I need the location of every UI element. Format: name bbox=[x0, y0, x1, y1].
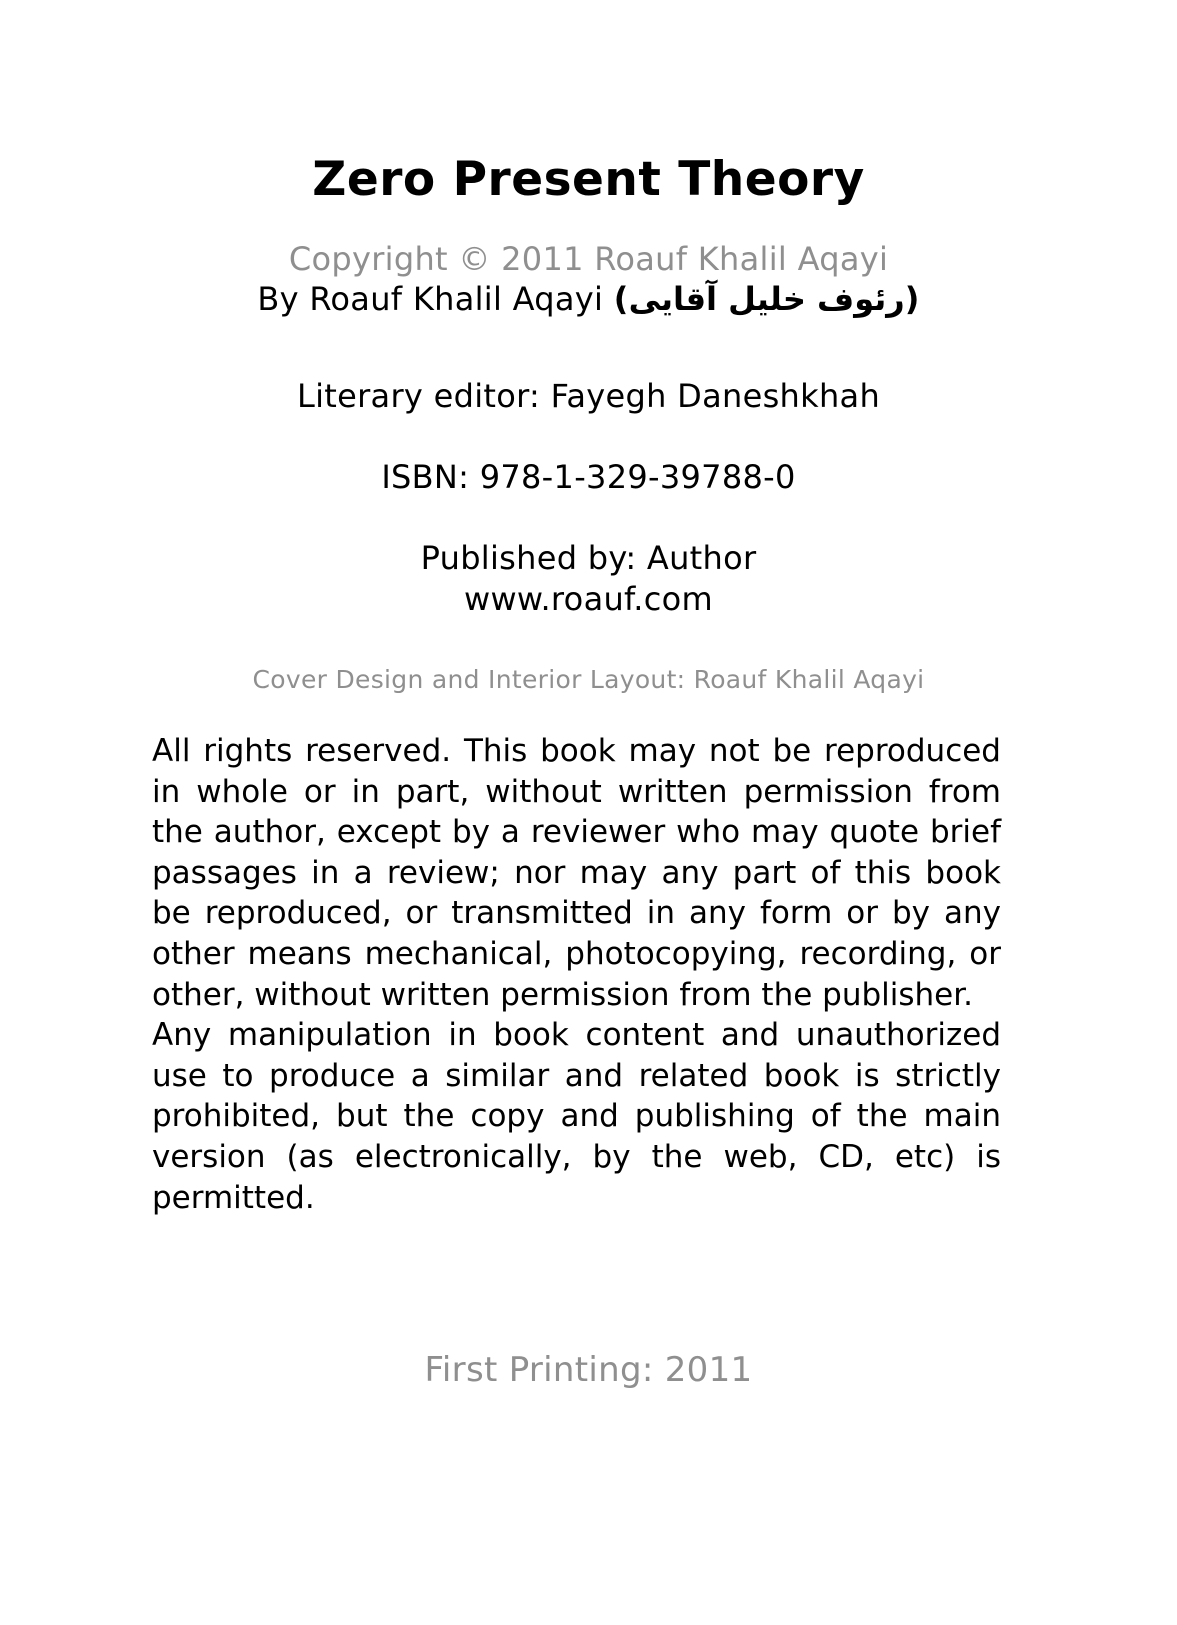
copyright-notice: Copyright © 2011 Roauf Khalil Aqayi bbox=[288, 240, 889, 278]
author-name-persian: (رئوف خلیل آقایی) bbox=[613, 280, 920, 318]
cover-design-credit: Cover Design and Interior Layout: Roauf Khalil Aqayi bbox=[252, 665, 925, 694]
rights-paragraph: All rights reserved. This book may not be reproduced in whole or in part, without written permission from the author, except by a reviewer who may quote brief passages in a review; nor may any part of this book be reproduced, or transmitted in any form or by any other means mechanical, photocopying, recording, or other, without written permission from the publisher. bbox=[152, 733, 1001, 1013]
first-printing: First Printing: 2011 bbox=[424, 1350, 753, 1390]
rights-paragraph: Any manipulation in book content and unauthorized use to produce a similar and related book is strictly prohibited, but the copy and publishing of the main version (as electronically, by the web, CD, etc) is permitted. bbox=[152, 1017, 1001, 1216]
publisher: Published by: Author bbox=[420, 539, 757, 577]
rights-statement bbox=[152, 731, 1001, 1218]
isbn: ISBN: 978-1-329-39788-0 bbox=[381, 458, 796, 496]
book-title: Zero Present Theory bbox=[312, 152, 865, 207]
author-byline bbox=[0, 280, 1177, 318]
author-name: By Roauf Khalil Aqayi bbox=[257, 280, 604, 318]
literary-editor: Literary editor: Fayegh Daneshkhah bbox=[296, 377, 881, 415]
website-link[interactable]: www.roauf.com bbox=[463, 580, 714, 618]
